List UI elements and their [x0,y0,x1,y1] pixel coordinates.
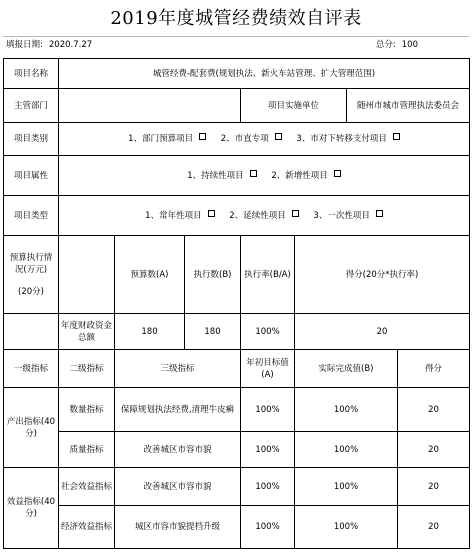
fiscal-total-label: 年度财政资金总额 [59,314,115,350]
checkbox-icon [208,210,215,217]
type-option[interactable]: 3、一次性项目 [313,210,382,222]
attribute-options [59,156,470,196]
table-row [4,156,470,196]
budget-label: 预算执行情况(万元) (20分) [4,236,59,314]
target-cell: 100% [241,388,295,432]
table-row [4,196,470,236]
target-cell: 100% [241,432,295,468]
impl-unit-label: 项目实施单位 [241,89,347,123]
actual-cell: 100% [295,506,398,549]
score-cell: 20 [398,506,470,549]
title-divider [3,36,469,37]
col-budget-header: 预算数(A) [115,236,185,314]
level1-output: 产出指标(40分) [4,388,59,468]
fill-date-label: 填报日期: [6,40,43,50]
exec-value: 180 [185,314,241,350]
score-cell: 20 [398,432,470,468]
level3-cell: 保障规划执法经费,清理牛皮癣 [115,388,241,432]
level3-cell: 改善城区市容市貌 [115,432,241,468]
category-option[interactable]: 2、市直专项 [221,133,282,145]
table-row [4,506,470,549]
checkbox-icon [250,170,257,177]
col-rate-header: 执行率(B/A) [241,236,295,314]
attribute-option[interactable]: 1、持续性项目 [187,170,256,182]
col-exec-header: 执行数(B) [185,236,241,314]
checkbox-icon [334,170,341,177]
table-row [4,350,470,388]
category-option[interactable]: 3、市对下转移支付项目 [296,133,399,145]
level2-cell: 经济效益指标 [59,506,115,549]
level3-cell: 改善城区市容市貌 [115,468,241,506]
col-score-header: 得分(20分*执行率) [295,236,470,314]
project-name-label: 项目名称 [4,59,59,89]
table-row [4,432,470,468]
score-cell: 20 [398,388,470,432]
dept-label: 主管部门 [4,89,59,123]
level1-benefit: 效益指标(40分) [4,468,59,549]
type-option[interactable]: 2、延续性项目 [229,210,298,222]
table-row [4,236,470,314]
fill-date [6,38,92,52]
score-cell: 20 [398,468,470,506]
budget-score-value: 20 [295,314,470,350]
budget-value: 180 [115,314,185,350]
project-name-value: 城管经费-配套费(规划执法、新火车站管理、扩大管理范围) [59,59,470,89]
header-actual: 实际完成值(B) [295,350,398,388]
impl-unit-value: 随州市城市管理执法委员会 [347,89,470,123]
category-option[interactable]: 1、部门预算项目 [128,133,206,145]
type-label: 项目类型 [4,196,59,236]
table-row [4,59,470,89]
attribute-option[interactable]: 2、新增性项目 [271,170,340,182]
dept-value [59,89,241,123]
evaluation-table [3,58,470,549]
target-cell: 100% [241,468,295,506]
category-options [59,123,470,156]
budget-blank [59,236,115,314]
checkbox-icon [292,210,299,217]
checkbox-icon [393,133,400,140]
table-row [4,314,470,350]
type-option[interactable]: 1、常年性项目 [145,210,214,222]
total-score-label: 总分: [375,40,396,50]
page-title: 2019年度城管经费绩效自评表 [110,8,362,29]
level2-cell: 质量指标 [59,432,115,468]
actual-cell: 100% [295,432,398,468]
target-cell: 100% [241,506,295,549]
actual-cell: 100% [295,388,398,432]
header-level1: 一级指标 [4,350,59,388]
total-score [376,38,418,52]
table-row [4,123,470,156]
table-row [4,388,470,432]
checkbox-icon [376,210,383,217]
fill-date-value: 2020.7.27 [48,40,93,50]
level3-cell: 城区市容市貌提档升级 [115,506,241,549]
checkbox-icon [275,133,282,140]
type-options [59,196,470,236]
level2-cell: 数量指标 [59,388,115,432]
rate-value: 100% [241,314,295,350]
checkbox-icon [199,133,206,140]
header-level2: 二级指标 [59,350,115,388]
header-level3: 三级指标 [115,350,241,388]
header-score: 得分 [398,350,470,388]
table-row [4,89,470,123]
attribute-label: 项目属性 [4,156,59,196]
budget-blank-cell [4,314,59,350]
level2-cell: 社会效益指标 [59,468,115,506]
category-label: 项目类别 [4,123,59,156]
header-target: 年初目标值(A) [241,350,295,388]
total-score-value: 100 [401,40,418,50]
table-row [4,468,470,506]
actual-cell: 100% [295,468,398,506]
